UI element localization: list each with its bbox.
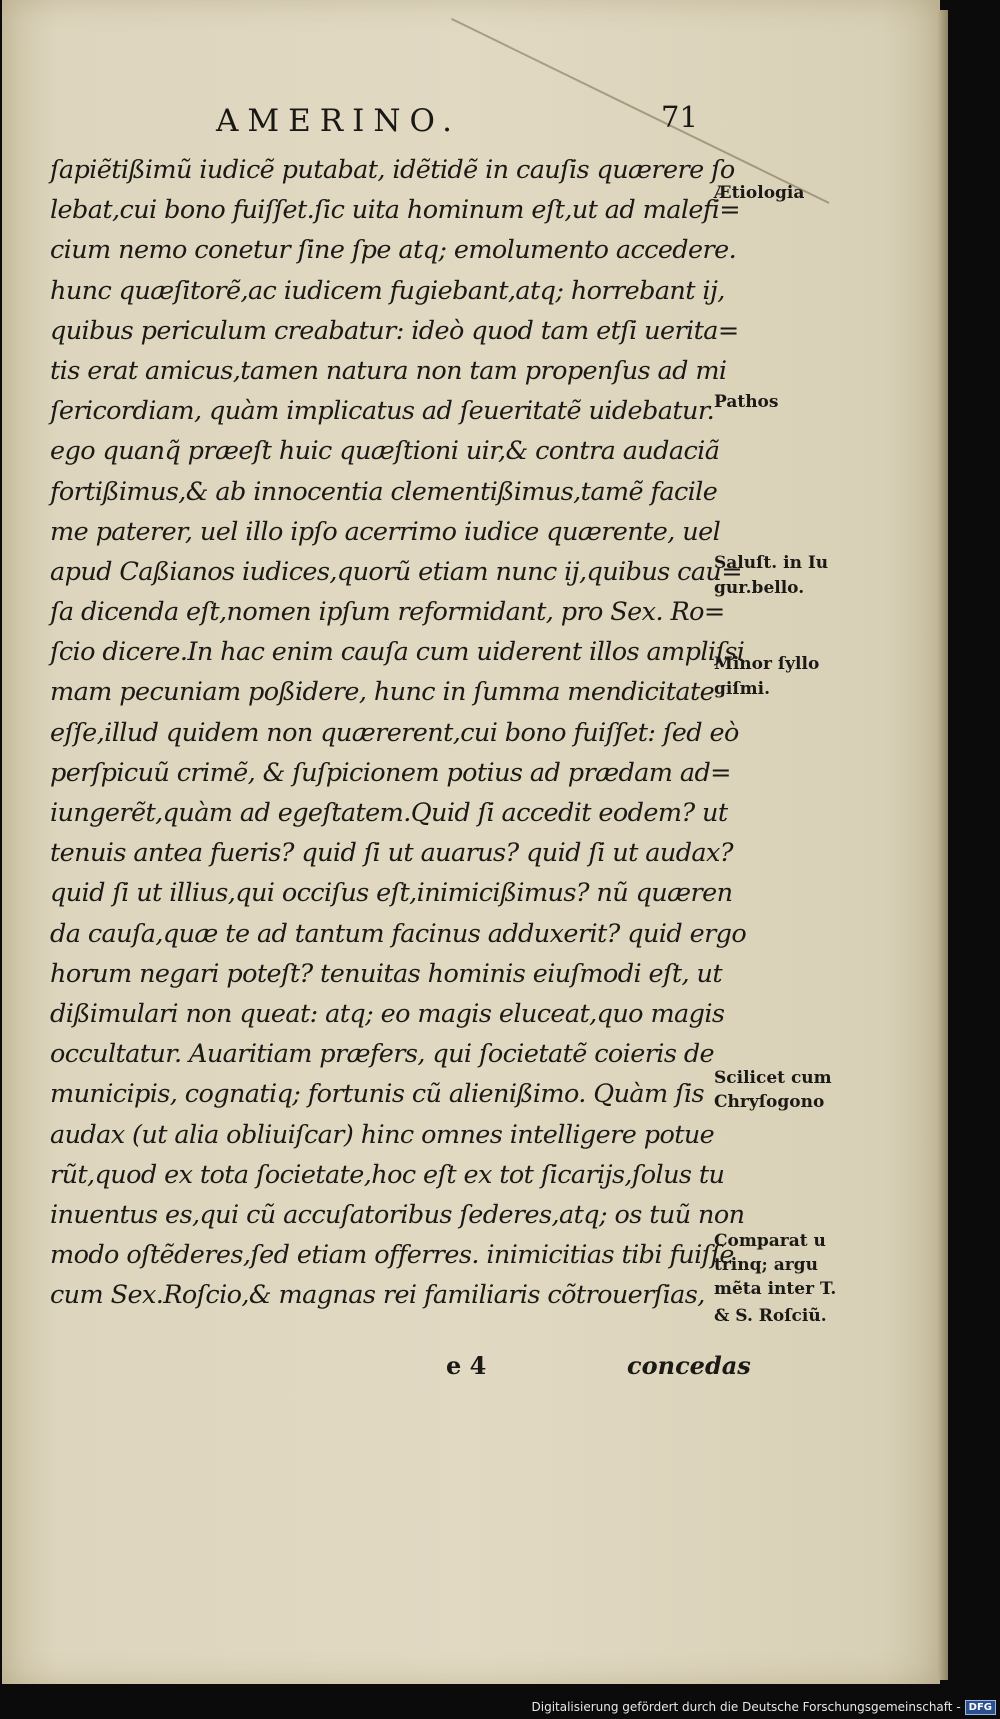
text-line: lebat,cui bono fuiſſet.ſic uita hominum eſt,ut ad malefi=	[50, 195, 741, 226]
text-line: cum Sex.Roſcio,& magnas rei familiaris cõtrouerſias,	[50, 1280, 705, 1311]
text-line: me paterer, uel illo ipſo acerrimo iudice quærente, uel	[50, 516, 721, 547]
text-line: audax (ut alia obliuiſcar) hinc omnes intelligere potue	[50, 1119, 715, 1150]
page-number: 71	[661, 100, 698, 134]
text-line: ſapiẽtißimũ iudicẽ putabat, idẽtidẽ in cauſis quærere ſo	[50, 155, 735, 185]
digitization-footer	[532, 1695, 1000, 1719]
text-line: occultatur. Auaritiam præfers, qui ſocietatẽ coieris de	[50, 1039, 715, 1070]
text-line: ſa dicenda eſt,nomen ipſum reformidant, pro Sex. Ro=	[50, 597, 725, 628]
marginal-note-salust-1: Saluſt. in Iu	[714, 553, 829, 573]
page-edge	[938, 10, 948, 1680]
marginal-note-salust-2: gur.bello.	[714, 578, 805, 598]
text-line: tenuis antea fueris? quid ſi ut auarus? quid ſi ut audax?	[50, 838, 733, 869]
marginal-note-minor-1: Minor ſyllo	[714, 654, 820, 674]
marginal-note-comparat-2: trinq; argu	[714, 1255, 818, 1275]
text-line: mam pecuniam poßidere, hunc in ſumma mendicitate	[50, 677, 715, 708]
dfg-logo-icon: DFG	[965, 1700, 996, 1715]
text-line: perſpicuũ crimẽ, & ſuſpicionem potius ad prædam ad=	[50, 757, 731, 788]
text-line: horum negari poteſt? tenuitas hominis eiuſmodi eſt, ut	[50, 958, 722, 989]
marginal-note-pathos: Pathos	[714, 392, 779, 412]
digitization-notice: Digitalisierung gefördert durch die Deutsche Forschungsgemeinschaft -	[531, 1700, 961, 1714]
marginal-note-comparat-4: & S. Roſciũ.	[714, 1306, 827, 1326]
text-line: ſcio dicere.In hac enim cauſa cum uiderent illos ampliſsi	[50, 637, 745, 668]
text-line: ego quanq̃ præeſt huic quæſtioni uir,& contra audaciã	[50, 436, 720, 467]
text-line: fortißimus,& ab innocentia clementißimus,tamẽ facile	[50, 476, 718, 507]
running-head: AMERINO.	[216, 103, 461, 139]
text-line: cium nemo conetur ſine ſpe atq; emolumento accedere.	[50, 235, 737, 266]
text-line: apud Caßianos iudices,quorũ etiam nunc ij,quibus cau=	[50, 556, 743, 587]
text-line: rũt,quod ex tota ſocietate,hoc eſt ex tot ſicarijs,ſolus tu	[50, 1159, 725, 1190]
text-line: da cauſa,quæ te ad tantum facinus adduxerit? quid ergo	[50, 918, 747, 949]
text-line: dißimulari non queat: atq; eo magis eluceat,quo magis	[50, 998, 725, 1029]
text-line: iungerẽt,quàm ad egeſtatem.Quid ſi accedit eodem? ut	[50, 798, 728, 828]
text-line: inuentus es,qui cũ accuſatoribus ſederes,atq; os tuũ non	[50, 1199, 745, 1230]
text-line: modo oſtẽderes,ſed etiam offerres. inimicitias tibi fuiſſe	[50, 1240, 734, 1271]
book-page	[2, 0, 940, 1684]
marginal-note-comparat-1: Comparat u	[714, 1231, 826, 1251]
text-line: ſericordiam, quàm implicatus ad ſeueritatẽ uidebatur.	[50, 396, 715, 427]
marginal-note-comparat-3: mẽta inter T.	[714, 1279, 837, 1299]
signature-mark: e 4	[446, 1351, 487, 1380]
text-line: tis erat amicus,tamen natura non tam propenſus ad mi	[50, 355, 727, 386]
marginal-note-scilicet-1: Scilicet cum	[714, 1068, 832, 1088]
marginal-note-minor-2: giſmi.	[714, 679, 771, 699]
marginal-note-aetiologia: Ætiologia	[714, 183, 805, 203]
catchword: concedas	[627, 1351, 751, 1380]
marginal-note-scilicet-2: Chryſogono	[714, 1092, 825, 1112]
text-line: municipis, cognatiq; fortunis cũ alienißimo. Quàm ſis	[50, 1079, 704, 1110]
text-line: quid ſi ut illius,qui occiſus eſt,inimicißimus? nũ quæren	[50, 878, 733, 909]
text-line: hunc quæſitorẽ,ac iudicem fugiebant,atq; horrebant ij,	[50, 275, 725, 306]
text-line: quibus periculum creabatur: ideò quod tam etſi uerita=	[50, 315, 739, 346]
text-line: eſſe,illud quidem non quærerent,cui bono fuiſſet: ſed eò	[50, 717, 739, 748]
